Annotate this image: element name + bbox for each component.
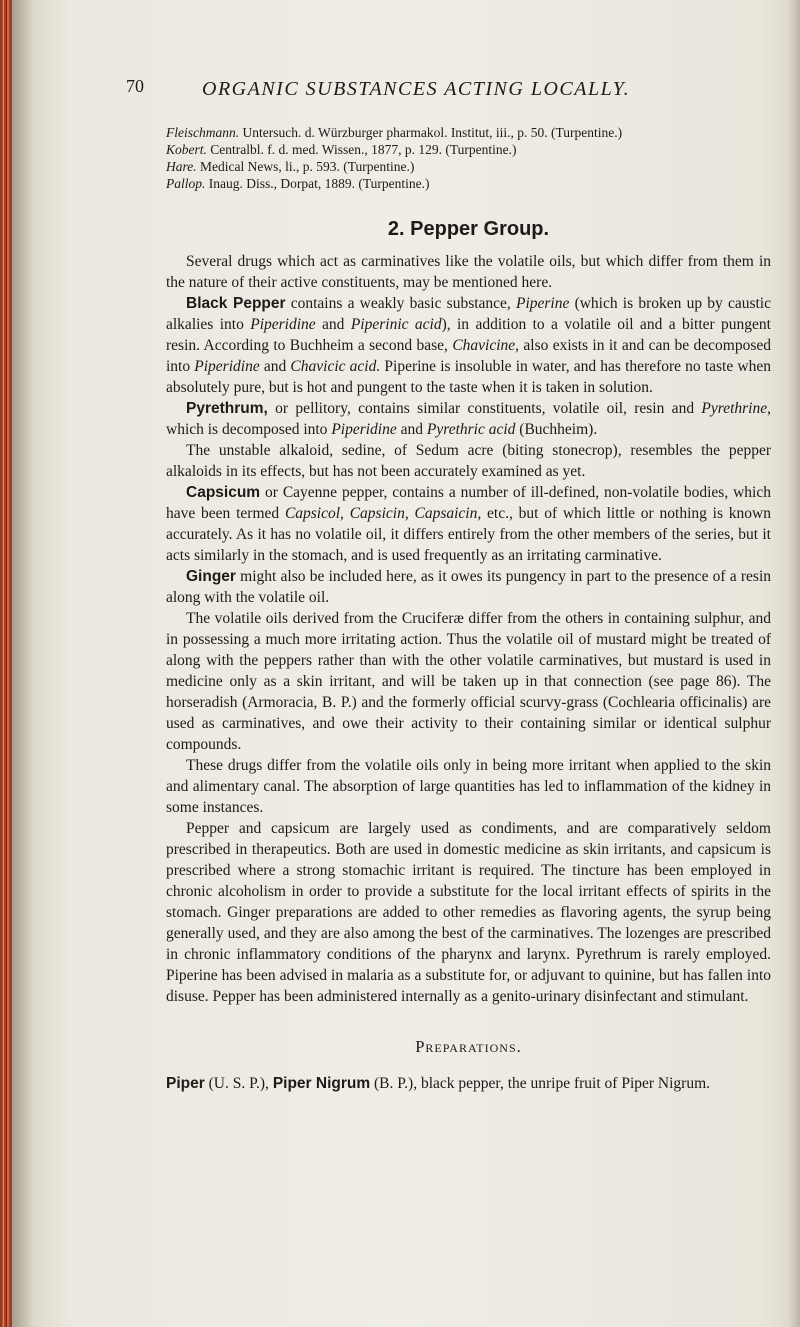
italic-term: Piperinic acid: [350, 316, 442, 333]
text-run: contains a weakly basic substance,: [285, 295, 516, 312]
paragraph-pyrethrum: [166, 398, 771, 440]
italic-term: Pyrethrine: [701, 400, 768, 417]
page-right-edge: [788, 0, 800, 1327]
italic-term: Chavicic acid.: [290, 358, 381, 375]
paragraph-lead: Ginger: [186, 568, 236, 585]
paragraph-sedine: The unstable alkaloid, sedine, of Sedum acre (biting stonecrop), resembles the pepper alkaloids in its effects, but has not been accurately examined as yet.: [166, 442, 771, 480]
paragraph-therapeutics: Pepper and capsicum are largely used as condiments, and are comparatively seldom prescribed in therapeutics. Both are used in domestic medicine as skin irritants, and capsicum is prescribed where a strong stomachic irritant is required. The tincture has been employed in chronic alcoholism in order to provide a substitute for the local irritant effects of spirits in the stomach. Ginger preparations are added to other remedies as flavoring agents, the syrup being generally used, and they are also among the best of the carminatives. The lozenges are prescribed in chronic inflammatory conditions of the pharynx and larynx. Pyrethrum is rarely employed. Piperine has been advised in malaria as a substitute for, or adjuvant to quinine, but has fallen into disuse. Pepper has been administered internally as a genito-urinary disinfectant and stimulant.: [166, 820, 771, 1005]
text-run: and: [315, 316, 351, 333]
italic-term: Capsicol, Capsicin, Capsaicin,: [284, 505, 482, 522]
text-run: , also exists in it and can be decomposed into: [166, 337, 771, 375]
text-run: etc., but of which little or nothing is known accurately. As it has no volatile oil, it differs entirely from the other members of the series, but it acts similarly in the stomach, and is used frequently as an irritating carminative.: [166, 505, 771, 564]
page-number: 70: [126, 76, 144, 96]
paragraph-capsicum: [166, 482, 771, 566]
reference-author: Fleischmann.: [166, 125, 240, 140]
reference-item: [166, 158, 771, 175]
text-run: (Buchheim).: [515, 421, 598, 438]
reference-author: Pallop.: [166, 176, 206, 191]
text-run: or Cayenne pepper, contains a number of ill-defined, non-volatile bodies, which have been termed: [166, 484, 771, 522]
text-run: (U. S. P.),: [204, 1075, 273, 1092]
text-run: Piperine is insoluble in water, and has therefore no taste when absolutely pure, but is hot and pungent to the taste when it is taken in solution.: [166, 358, 771, 396]
italic-term: Piperidine: [250, 316, 316, 333]
reference-item: [166, 124, 771, 141]
paragraph-black-pepper: [166, 293, 771, 398]
page-content: [166, 124, 771, 1094]
italic-term: Piperidine: [194, 358, 260, 375]
preparations-title: Preparations.: [415, 1037, 522, 1056]
reference-text: Medical News, li., p. 593. (Turpentine.): [196, 159, 415, 174]
text-run: (B. P.), black pepper, the unripe fruit of Piper Nigrum.: [370, 1075, 711, 1092]
text-run: and: [259, 358, 291, 375]
italic-term: Pyrethric acid: [426, 421, 516, 438]
reference-author: Kobert.: [166, 142, 207, 157]
paragraph-lead: Black Pepper: [186, 295, 286, 312]
paragraph-cruciferae: The volatile oils derived from the Cruciferæ differ from the others in containing sulphur, and in possessing a much more irritating action. Thus the volatile oil of mustard might be treated of along with the peppers rather than with the other volatile carminatives, but mustard is used in medicine only as a skin irritant, and will be taken up in that connection (see page 86). The horseradish (Armoracia, B. P.) and the formerly official scurvy-grass (Cochlearia officinalis) are used as carminatives, and owe their activity to their containing similar or identical sulphur compounds.: [166, 610, 771, 753]
paragraph-lead: Capsicum: [186, 484, 261, 501]
text-run: (which is broken up by caustic alkalies into: [166, 295, 771, 333]
preparation-lead: Piper Nigrum: [272, 1075, 371, 1092]
italic-term: Chavicine: [452, 337, 516, 354]
preparation-item: [166, 1073, 771, 1094]
text-run: and: [396, 421, 427, 438]
text-run: or pellitory, contains similar constituents, volatile oil, resin and: [267, 400, 702, 417]
paragraph-intro: Several drugs which act as carminatives like the volatile oils, but which differ from them in the nature of their active constituents, may be mentioned here.: [166, 253, 771, 291]
reference-item: [166, 141, 771, 158]
paragraph-lead: Pyrethrum,: [186, 400, 268, 417]
reference-text: Untersuch. d. Würzburger pharmakol. Institut, iii., p. 50. (Turpentine.): [239, 125, 623, 140]
reference-author: Hare.: [166, 159, 197, 174]
italic-term: Piperidine: [331, 421, 397, 438]
section-title: 2. Pepper Group.: [387, 218, 550, 240]
reference-text: Centralbl. f. d. med. Wissen., 1877, p. 129. (Turpentine.): [206, 142, 517, 157]
italic-term: Piperine: [516, 295, 570, 312]
paragraph-irritant: These drugs differ from the volatile oils only in being more irritant when applied to the skin and alimentary canal. The absorption of large quantities has led to inflammation of the kidney in some instances.: [166, 757, 771, 816]
reference-item: [166, 175, 771, 192]
book-binding-edge: [0, 0, 12, 1327]
gutter-shadow: [12, 0, 34, 1327]
paragraph-ginger: [166, 566, 771, 608]
reference-text: Inaug. Diss., Dorpat, 1889. (Turpentine.): [205, 176, 430, 191]
text-run: ), in addition to a volatile oil and a bitter pungent resin. According to Buchheim a second base,: [166, 316, 771, 354]
preparation-lead: Piper: [166, 1075, 205, 1092]
text-run: , which is decomposed into: [166, 400, 771, 438]
text-run: might also be included here, as it owes its pungency in part to the presence of a resin along with the volatile oil.: [166, 568, 771, 606]
running-title: ORGANIC SUBSTANCES ACTING LOCALLY.: [202, 78, 631, 100]
